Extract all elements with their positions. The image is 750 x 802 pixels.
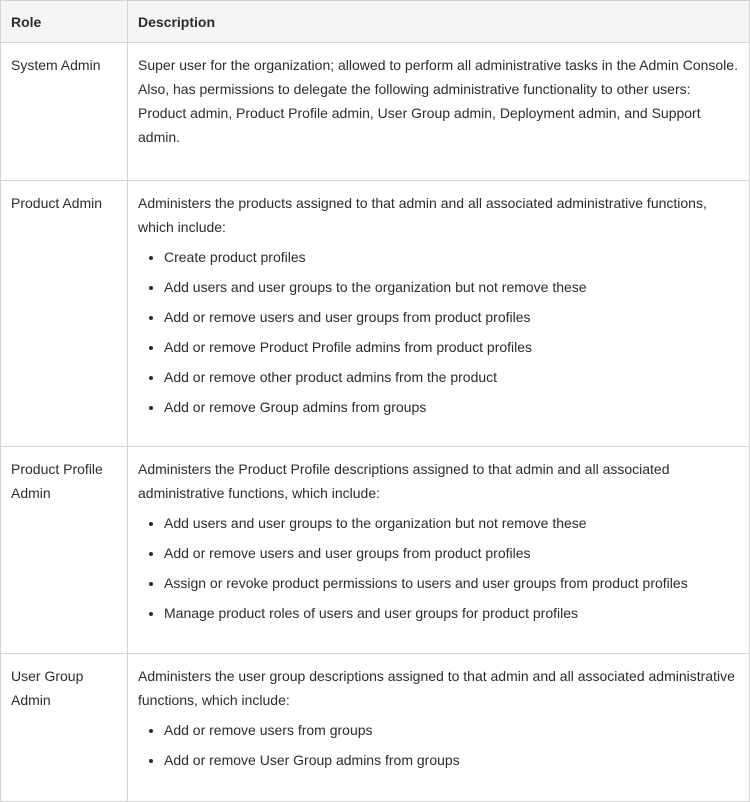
role-cell: User Group Admin (1, 654, 128, 802)
description-cell (128, 181, 750, 447)
description-text: Super user for the organization; allowed to perform all administrative tasks in the Admin Console. (138, 57, 738, 73)
table-body (1, 43, 750, 802)
list-item: • Add or remove Product Profile admins from product profiles (164, 335, 739, 359)
function-list (138, 245, 739, 419)
description-text: Also, has permissions to delegate the following administrative functionality to other users: Product admin, Product Profile admin, User Group admin, Deployment admin, and Support admin. (138, 81, 701, 145)
description-text: Administers the Product Profile descriptions assigned to that admin and all associated administrative functions, which include: (138, 461, 670, 501)
function-list (138, 718, 739, 772)
description-cell (128, 654, 750, 802)
role-cell: Product Admin (1, 181, 128, 447)
role-cell: System Admin (1, 43, 128, 181)
list-item: • Add users and user groups to the organization but not remove these (164, 511, 739, 535)
list-item: • Add or remove other product admins from the product (164, 365, 739, 389)
list-item: • Add or remove users and user groups from product profiles (164, 305, 739, 329)
list-item: • Add or remove users from groups (164, 718, 739, 742)
description-text: Administers the products assigned to that admin and all associated administrative functions, which include: (138, 195, 707, 235)
table-row (1, 181, 750, 447)
table-row (1, 654, 750, 802)
list-item: • Add or remove users and user groups from product profiles (164, 541, 739, 565)
list-item: • Create product profiles (164, 245, 739, 269)
description-cell (128, 43, 750, 181)
list-item: • Add or remove Group admins from groups (164, 395, 739, 419)
table-header (1, 1, 750, 43)
header-role: Role (1, 1, 128, 43)
list-item: • Manage product roles of users and user groups for product profiles (164, 601, 739, 625)
description-cell (128, 447, 750, 654)
table-row (1, 447, 750, 654)
list-item: • Assign or revoke product permissions to users and user groups from product profiles (164, 571, 739, 595)
description-text: Administers the user group descriptions assigned to that admin and all associated administrative functions, which include: (138, 668, 735, 708)
table-row (1, 43, 750, 181)
list-item: • Add or remove User Group admins from groups (164, 748, 739, 772)
function-list (138, 511, 739, 625)
header-row (1, 1, 750, 43)
role-cell: Product Profile Admin (1, 447, 128, 654)
header-description: Description (128, 1, 750, 43)
list-item: • Add users and user groups to the organization but not remove these (164, 275, 739, 299)
